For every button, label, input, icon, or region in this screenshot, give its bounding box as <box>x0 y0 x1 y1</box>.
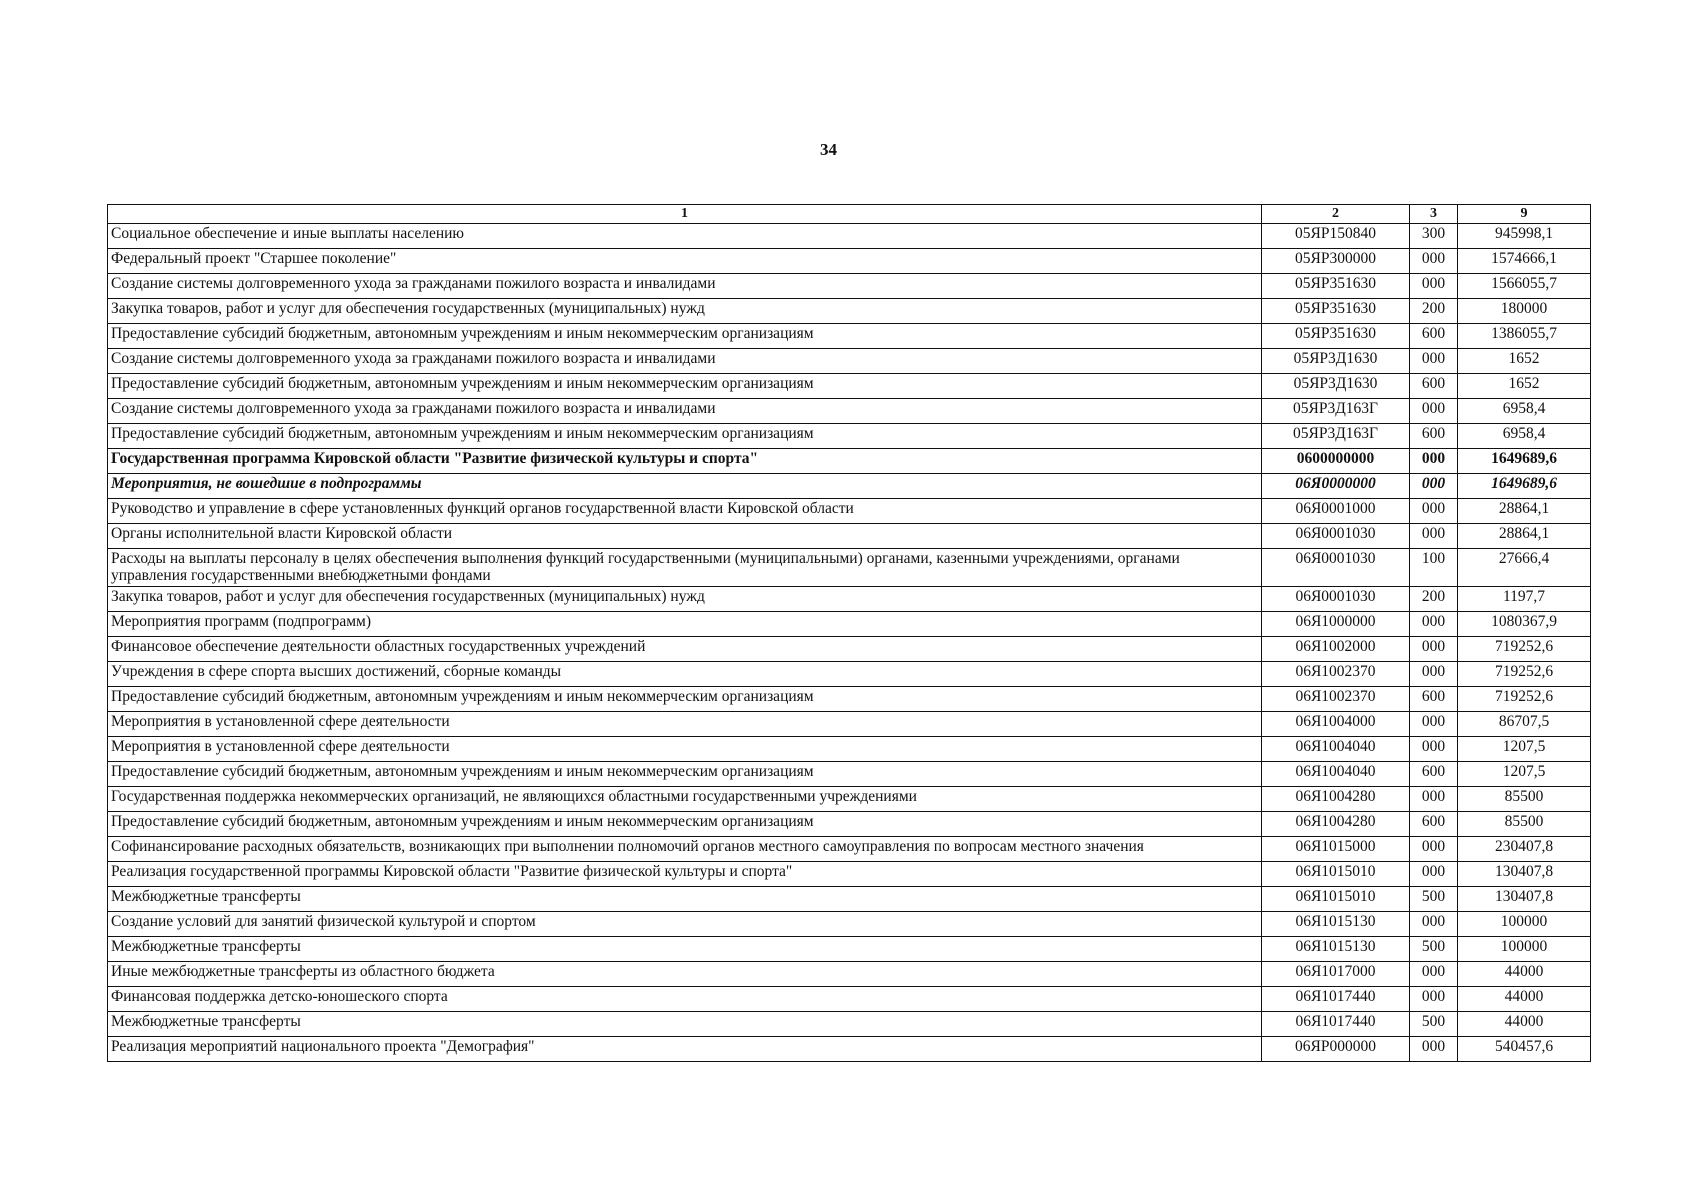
row-code-cell: 06ЯР000000 <box>1262 1037 1410 1062</box>
table-row <box>108 1012 1591 1037</box>
row-code-cell: 06Я0001030 <box>1262 524 1410 549</box>
table-row <box>108 374 1591 399</box>
table-row <box>108 962 1591 987</box>
row-name-cell: Финансовое обеспечение деятельности областных государственных учреждений <box>108 637 1262 662</box>
table-row <box>108 987 1591 1012</box>
row-kind-cell: 600 <box>1410 424 1458 449</box>
row-name-cell: Мероприятия программ (подпрограмм) <box>108 612 1262 637</box>
row-kind-cell: 000 <box>1410 712 1458 737</box>
table-row <box>108 449 1591 474</box>
row-sum-cell: 1649689,6 <box>1458 449 1591 474</box>
row-kind-cell: 600 <box>1410 374 1458 399</box>
row-sum-cell: 85500 <box>1458 787 1591 812</box>
row-name-cell: Реализация государственной программы Кировской области "Развитие физической культуры и спорта" <box>108 862 1262 887</box>
table-row <box>108 812 1591 837</box>
budget-table <box>107 204 1591 1062</box>
row-kind-cell: 000 <box>1410 274 1458 299</box>
row-sum-cell: 27666,4 <box>1458 549 1591 587</box>
row-name-cell: Создание системы долговременного ухода за гражданами пожилого возраста и инвалидами <box>108 349 1262 374</box>
row-kind-cell: 000 <box>1410 637 1458 662</box>
row-kind-cell: 000 <box>1410 612 1458 637</box>
row-code-cell: 05ЯР351630 <box>1262 274 1410 299</box>
row-sum-cell: 100000 <box>1458 937 1591 962</box>
row-name-cell: Предоставление субсидий бюджетным, автономным учреждениям и иным некоммерческим организациям <box>108 762 1262 787</box>
row-code-cell: 05ЯР300000 <box>1262 249 1410 274</box>
row-kind-cell: 500 <box>1410 887 1458 912</box>
row-code-cell: 06Я1015010 <box>1262 887 1410 912</box>
row-sum-cell: 1207,5 <box>1458 762 1591 787</box>
table-row <box>108 787 1591 812</box>
row-name-cell: Софинансирование расходных обязательств, возникающих при выполнении полномочий органов местного самоуправления по вопросам местного значения <box>108 837 1262 862</box>
row-sum-cell: 1080367,9 <box>1458 612 1591 637</box>
row-code-cell: 05ЯР150840 <box>1262 224 1410 249</box>
table-row <box>108 687 1591 712</box>
row-kind-cell: 000 <box>1410 962 1458 987</box>
row-code-cell: 06Я1015130 <box>1262 912 1410 937</box>
row-name-cell: Предоставление субсидий бюджетным, автономным учреждениям и иным некоммерческим организациям <box>108 687 1262 712</box>
header-code: 2 <box>1262 205 1410 224</box>
row-sum-cell: 44000 <box>1458 962 1591 987</box>
row-sum-cell: 6958,4 <box>1458 399 1591 424</box>
row-name-cell: Предоставление субсидий бюджетным, автономным учреждениям и иным некоммерческим организациям <box>108 374 1262 399</box>
row-name-cell: Предоставление субсидий бюджетным, автономным учреждениям и иным некоммерческим организациям <box>108 324 1262 349</box>
table-header-row <box>108 205 1591 224</box>
table-row <box>108 349 1591 374</box>
row-sum-cell: 1649689,6 <box>1458 474 1591 499</box>
row-code-cell: 05ЯР351630 <box>1262 324 1410 349</box>
row-sum-cell: 130407,8 <box>1458 887 1591 912</box>
table-row <box>108 524 1591 549</box>
row-name-cell: Органы исполнительной власти Кировской области <box>108 524 1262 549</box>
row-sum-cell: 6958,4 <box>1458 424 1591 449</box>
table-row <box>108 474 1591 499</box>
row-name-cell: Учреждения в сфере спорта высших достижений, сборные команды <box>108 662 1262 687</box>
row-kind-cell: 000 <box>1410 1037 1458 1062</box>
row-kind-cell: 000 <box>1410 987 1458 1012</box>
row-sum-cell: 1197,7 <box>1458 587 1591 612</box>
row-code-cell: 06Я1017440 <box>1262 1012 1410 1037</box>
table-row <box>108 712 1591 737</box>
row-code-cell: 06Я1002370 <box>1262 662 1410 687</box>
row-sum-cell: 1574666,1 <box>1458 249 1591 274</box>
row-name-cell: Создание системы долговременного ухода за гражданами пожилого возраста и инвалидами <box>108 274 1262 299</box>
row-name-cell: Межбюджетные трансферты <box>108 937 1262 962</box>
row-code-cell: 05ЯР3Д1630 <box>1262 374 1410 399</box>
row-kind-cell: 100 <box>1410 549 1458 587</box>
row-code-cell: 05ЯР351630 <box>1262 299 1410 324</box>
row-code-cell: 06Я1004280 <box>1262 812 1410 837</box>
table-row <box>108 324 1591 349</box>
row-sum-cell: 85500 <box>1458 812 1591 837</box>
row-code-cell: 06Я0000000 <box>1262 474 1410 499</box>
row-sum-cell: 180000 <box>1458 299 1591 324</box>
row-sum-cell: 130407,8 <box>1458 862 1591 887</box>
row-sum-cell: 719252,6 <box>1458 687 1591 712</box>
table-row <box>108 937 1591 962</box>
row-code-cell: 0600000000 <box>1262 449 1410 474</box>
row-sum-cell: 100000 <box>1458 912 1591 937</box>
row-name-cell: Реализация мероприятий национального проекта "Демография" <box>108 1037 1262 1062</box>
table-row <box>108 837 1591 862</box>
row-name-cell: Социальное обеспечение и иные выплаты населению <box>108 224 1262 249</box>
row-kind-cell: 600 <box>1410 687 1458 712</box>
row-name-cell: Закупка товаров, работ и услуг для обеспечения государственных (муниципальных) нужд <box>108 587 1262 612</box>
row-sum-cell: 44000 <box>1458 987 1591 1012</box>
table-row <box>108 637 1591 662</box>
row-code-cell: 06Я1004000 <box>1262 712 1410 737</box>
row-kind-cell: 000 <box>1410 837 1458 862</box>
row-code-cell: 06Я1017440 <box>1262 987 1410 1012</box>
row-kind-cell: 200 <box>1410 299 1458 324</box>
row-kind-cell: 600 <box>1410 762 1458 787</box>
row-code-cell: 06Я1004040 <box>1262 737 1410 762</box>
row-name-cell: Мероприятия в установленной сфере деятельности <box>108 712 1262 737</box>
row-code-cell: 06Я1015010 <box>1262 862 1410 887</box>
table-row <box>108 662 1591 687</box>
row-name-cell: Государственная программа Кировской области "Развитие физической культуры и спорта" <box>108 449 1262 474</box>
table-row <box>108 249 1591 274</box>
row-kind-cell: 000 <box>1410 524 1458 549</box>
row-sum-cell: 719252,6 <box>1458 662 1591 687</box>
table-row <box>108 274 1591 299</box>
row-name-cell: Расходы на выплаты персоналу в целях обеспечения выполнения функций государственными (муниципальными) органами, казенными учреждениями, органами управления государственными внебюджетными фондами <box>108 549 1262 587</box>
row-sum-cell: 1386055,7 <box>1458 324 1591 349</box>
table-row <box>108 862 1591 887</box>
table-row <box>108 737 1591 762</box>
row-name-cell: Создание условий для занятий физической культурой и спортом <box>108 912 1262 937</box>
row-name-cell: Финансовая поддержка детско-юношеского спорта <box>108 987 1262 1012</box>
table-row <box>108 399 1591 424</box>
row-sum-cell: 28864,1 <box>1458 524 1591 549</box>
page-number: 34 <box>820 140 837 159</box>
row-kind-cell: 500 <box>1410 1012 1458 1037</box>
table-row <box>108 762 1591 787</box>
row-sum-cell: 1207,5 <box>1458 737 1591 762</box>
row-code-cell: 06Я1000000 <box>1262 612 1410 637</box>
row-name-cell: Предоставление субсидий бюджетным, автономным учреждениям и иным некоммерческим организациям <box>108 424 1262 449</box>
table-row <box>108 224 1591 249</box>
table-row <box>108 549 1591 587</box>
row-name-cell: Предоставление субсидий бюджетным, автономным учреждениям и иным некоммерческим организациям <box>108 812 1262 837</box>
row-kind-cell: 200 <box>1410 587 1458 612</box>
row-name-cell: Государственная поддержка некоммерческих организаций, не являющихся областными государственными учреждениями <box>108 787 1262 812</box>
row-kind-cell: 000 <box>1410 737 1458 762</box>
row-code-cell: 05ЯР3Д163Г <box>1262 399 1410 424</box>
row-code-cell: 06Я1004280 <box>1262 787 1410 812</box>
row-code-cell: 06Я1015130 <box>1262 937 1410 962</box>
row-code-cell: 06Я1004040 <box>1262 762 1410 787</box>
table-row <box>108 424 1591 449</box>
row-name-cell: Руководство и управление в сфере установленных функций органов государственной власти Кировской области <box>108 499 1262 524</box>
row-sum-cell: 86707,5 <box>1458 712 1591 737</box>
row-kind-cell: 000 <box>1410 449 1458 474</box>
row-name-cell: Закупка товаров, работ и услуг для обеспечения государственных (муниципальных) нужд <box>108 299 1262 324</box>
row-code-cell: 06Я1002370 <box>1262 687 1410 712</box>
row-sum-cell: 540457,6 <box>1458 1037 1591 1062</box>
row-kind-cell: 000 <box>1410 349 1458 374</box>
row-name-cell: Иные межбюджетные трансферты из областного бюджета <box>108 962 1262 987</box>
row-sum-cell: 28864,1 <box>1458 499 1591 524</box>
row-sum-cell: 1652 <box>1458 374 1591 399</box>
row-kind-cell: 000 <box>1410 474 1458 499</box>
row-name-cell: Мероприятия, не вошедшие в подпрограммы <box>108 474 1262 499</box>
row-code-cell: 06Я1002000 <box>1262 637 1410 662</box>
row-sum-cell: 719252,6 <box>1458 637 1591 662</box>
table-row <box>108 299 1591 324</box>
row-kind-cell: 600 <box>1410 324 1458 349</box>
row-kind-cell: 000 <box>1410 787 1458 812</box>
row-kind-cell: 000 <box>1410 912 1458 937</box>
row-code-cell: 05ЯР3Д163Г <box>1262 424 1410 449</box>
row-name-cell: Создание системы долговременного ухода за гражданами пожилого возраста и инвалидами <box>108 399 1262 424</box>
row-kind-cell: 000 <box>1410 249 1458 274</box>
row-kind-cell: 000 <box>1410 399 1458 424</box>
row-code-cell: 06Я0001030 <box>1262 587 1410 612</box>
row-name-cell: Межбюджетные трансферты <box>108 1012 1262 1037</box>
header-name: 1 <box>108 205 1262 224</box>
row-code-cell: 05ЯР3Д1630 <box>1262 349 1410 374</box>
table-row <box>108 587 1591 612</box>
row-code-cell: 06Я0001030 <box>1262 549 1410 587</box>
header-kind: 3 <box>1410 205 1458 224</box>
row-sum-cell: 1652 <box>1458 349 1591 374</box>
table-row <box>108 612 1591 637</box>
table-row <box>108 499 1591 524</box>
table-row <box>108 887 1591 912</box>
row-name-cell: Межбюджетные трансферты <box>108 887 1262 912</box>
row-name-cell: Федеральный проект "Старшее поколение" <box>108 249 1262 274</box>
row-sum-cell: 230407,8 <box>1458 837 1591 862</box>
row-sum-cell: 945998,1 <box>1458 224 1591 249</box>
row-sum-cell: 44000 <box>1458 1012 1591 1037</box>
table-row <box>108 912 1591 937</box>
row-name-cell: Мероприятия в установленной сфере деятельности <box>108 737 1262 762</box>
row-sum-cell: 1566055,7 <box>1458 274 1591 299</box>
row-code-cell: 06Я1015000 <box>1262 837 1410 862</box>
table-body <box>108 224 1591 1062</box>
row-kind-cell: 600 <box>1410 812 1458 837</box>
row-code-cell: 06Я0001000 <box>1262 499 1410 524</box>
row-kind-cell: 300 <box>1410 224 1458 249</box>
table-row <box>108 1037 1591 1062</box>
row-kind-cell: 000 <box>1410 499 1458 524</box>
header-sum: 9 <box>1458 205 1591 224</box>
row-kind-cell: 000 <box>1410 862 1458 887</box>
row-kind-cell: 000 <box>1410 662 1458 687</box>
row-kind-cell: 500 <box>1410 937 1458 962</box>
row-code-cell: 06Я1017000 <box>1262 962 1410 987</box>
